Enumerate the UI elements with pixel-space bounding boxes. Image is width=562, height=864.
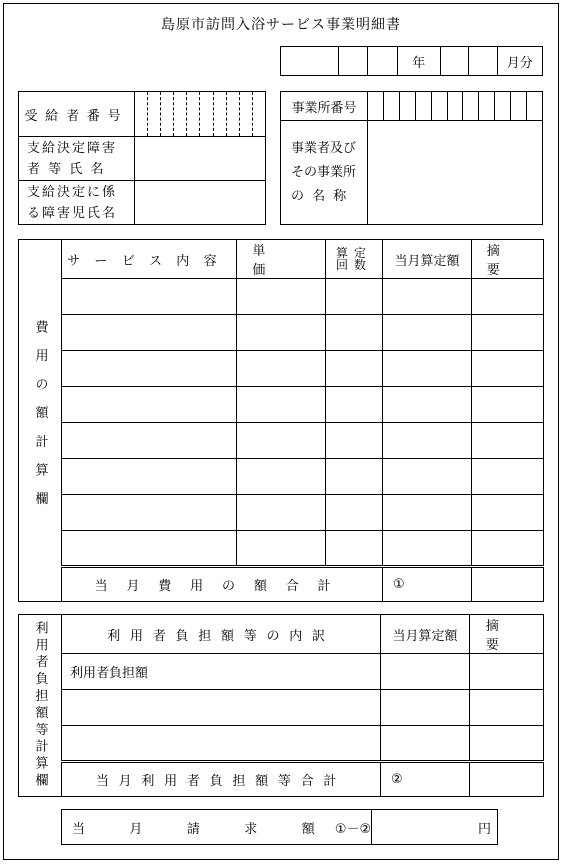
burden-cell[interactable]: [381, 690, 470, 726]
burden-cell[interactable]: [470, 690, 544, 726]
burden-cell[interactable]: [62, 726, 381, 762]
cost-cell[interactable]: [326, 279, 383, 315]
cost-side-label: 費用の額計算欄: [19, 240, 62, 602]
cost-cell[interactable]: [62, 531, 237, 567]
burden-total-remarks[interactable]: [470, 762, 544, 797]
burden-row: [19, 654, 544, 690]
period-table: [280, 46, 543, 76]
burden-header-breakdown: 利用者負担額等の内訳: [62, 615, 381, 654]
cost-cell[interactable]: [472, 459, 544, 495]
cost-cell[interactable]: [472, 495, 544, 531]
cost-row: [19, 315, 544, 351]
cost-cell[interactable]: [383, 495, 472, 531]
cost-row: [19, 387, 544, 423]
burden-row: [19, 726, 544, 762]
recipient-number-field[interactable]: [135, 92, 266, 137]
burden-side-label: 利用者負担額等計算欄: [19, 615, 62, 797]
month-label: 月分: [497, 47, 542, 76]
recipient-table: [18, 91, 266, 225]
claim-formula: ①－②: [334, 821, 372, 837]
form-title: 島原市訪問入浴サービス事業明細書: [161, 17, 401, 33]
cost-cell[interactable]: [62, 459, 237, 495]
provider-number-label: 事業所番号: [281, 92, 368, 121]
cost-cell[interactable]: [383, 315, 472, 351]
claim-label-cell: [62, 810, 372, 845]
burden-cell[interactable]: [62, 690, 381, 726]
cost-header-service: サービス内容: [62, 240, 237, 279]
burden-cell[interactable]: [381, 654, 470, 690]
cost-cell[interactable]: [326, 495, 383, 531]
cost-cell[interactable]: [383, 387, 472, 423]
cost-cell[interactable]: [472, 351, 544, 387]
cost-total-remarks[interactable]: [472, 567, 544, 602]
burden-cell[interactable]: [470, 654, 544, 690]
burden-total-value[interactable]: [381, 762, 470, 797]
cost-cell[interactable]: [237, 423, 326, 459]
cost-row: [19, 423, 544, 459]
claim-label: 当 月 請 求 額: [72, 821, 335, 837]
cost-cell[interactable]: [383, 423, 472, 459]
claim-unit: 円: [477, 821, 491, 837]
cost-cell[interactable]: [62, 279, 237, 315]
cost-table: [18, 239, 544, 602]
month-cell-1[interactable]: [440, 47, 469, 76]
period-cell-3[interactable]: [367, 47, 397, 76]
period-cell-1[interactable]: [281, 47, 339, 76]
period-cell-2[interactable]: [339, 47, 368, 76]
month-cell-2[interactable]: [469, 47, 498, 76]
cost-cell[interactable]: [237, 531, 326, 567]
cost-header-count: 算定 回数: [326, 240, 383, 279]
cost-cell[interactable]: [62, 351, 237, 387]
cost-cell[interactable]: [62, 315, 237, 351]
guardian-name-field[interactable]: [135, 137, 266, 181]
cost-cell[interactable]: [472, 423, 544, 459]
cost-cell[interactable]: [62, 495, 237, 531]
cost-total-mark: ①: [393, 577, 405, 592]
burden-row: [19, 690, 544, 726]
burden-cell[interactable]: [470, 726, 544, 762]
burden-total-mark: ②: [391, 772, 403, 787]
cost-header-monthly: 当月算定額: [383, 240, 472, 279]
cost-total-value[interactable]: [383, 567, 472, 602]
cost-row: [19, 351, 544, 387]
cost-cell[interactable]: [472, 315, 544, 351]
cost-cell[interactable]: [326, 387, 383, 423]
claim-table: [61, 809, 498, 845]
cost-cell[interactable]: [383, 351, 472, 387]
cost-cell[interactable]: [62, 387, 237, 423]
claim-amount-field[interactable]: [372, 810, 498, 845]
cost-cell[interactable]: [472, 279, 544, 315]
cost-header-unit-price: 単価: [237, 240, 326, 279]
cost-cell[interactable]: [383, 459, 472, 495]
cost-cell[interactable]: [472, 531, 544, 567]
cost-cell[interactable]: [383, 531, 472, 567]
cost-cell[interactable]: [62, 423, 237, 459]
cost-row: [19, 531, 544, 567]
cost-row: [19, 459, 544, 495]
child-name-label: 支給決定に係 る障害児氏名: [19, 181, 135, 225]
cost-cell[interactable]: [237, 495, 326, 531]
cost-cell[interactable]: [326, 351, 383, 387]
recipient-number-label: 受給者番号: [19, 92, 135, 137]
burden-total-label: 当月利用者負担額等合計: [62, 762, 381, 797]
burden-row-label: 利用者負担額: [62, 654, 381, 690]
child-name-field[interactable]: [135, 181, 266, 225]
cost-cell[interactable]: [237, 279, 326, 315]
cost-cell[interactable]: [237, 459, 326, 495]
cost-cell[interactable]: [472, 387, 544, 423]
cost-cell[interactable]: [237, 351, 326, 387]
year-label: 年: [398, 47, 441, 76]
burden-header-monthly: 当月算定額: [381, 615, 470, 654]
cost-total-label: 当月費用の額合計: [62, 567, 383, 602]
cost-cell[interactable]: [326, 315, 383, 351]
guardian-name-label: 支給決定障害 者 等 氏 名: [19, 137, 135, 181]
provider-name-field[interactable]: [368, 121, 543, 225]
provider-number-field[interactable]: [368, 92, 543, 121]
provider-name-label: 事業者及び その事業所 の 名 称: [281, 121, 368, 225]
cost-header-remarks: 摘要: [472, 240, 544, 279]
cost-row: [19, 279, 544, 315]
provider-table: [280, 91, 543, 225]
cost-cell[interactable]: [326, 423, 383, 459]
cost-cell[interactable]: [326, 531, 383, 567]
cost-row: [19, 495, 544, 531]
cost-cell[interactable]: [326, 459, 383, 495]
burden-table: [18, 614, 544, 797]
cost-cell[interactable]: [383, 279, 472, 315]
burden-cell[interactable]: [381, 726, 470, 762]
cost-cell[interactable]: [237, 387, 326, 423]
burden-header-remarks: 摘要: [470, 615, 544, 654]
cost-cell[interactable]: [237, 315, 326, 351]
